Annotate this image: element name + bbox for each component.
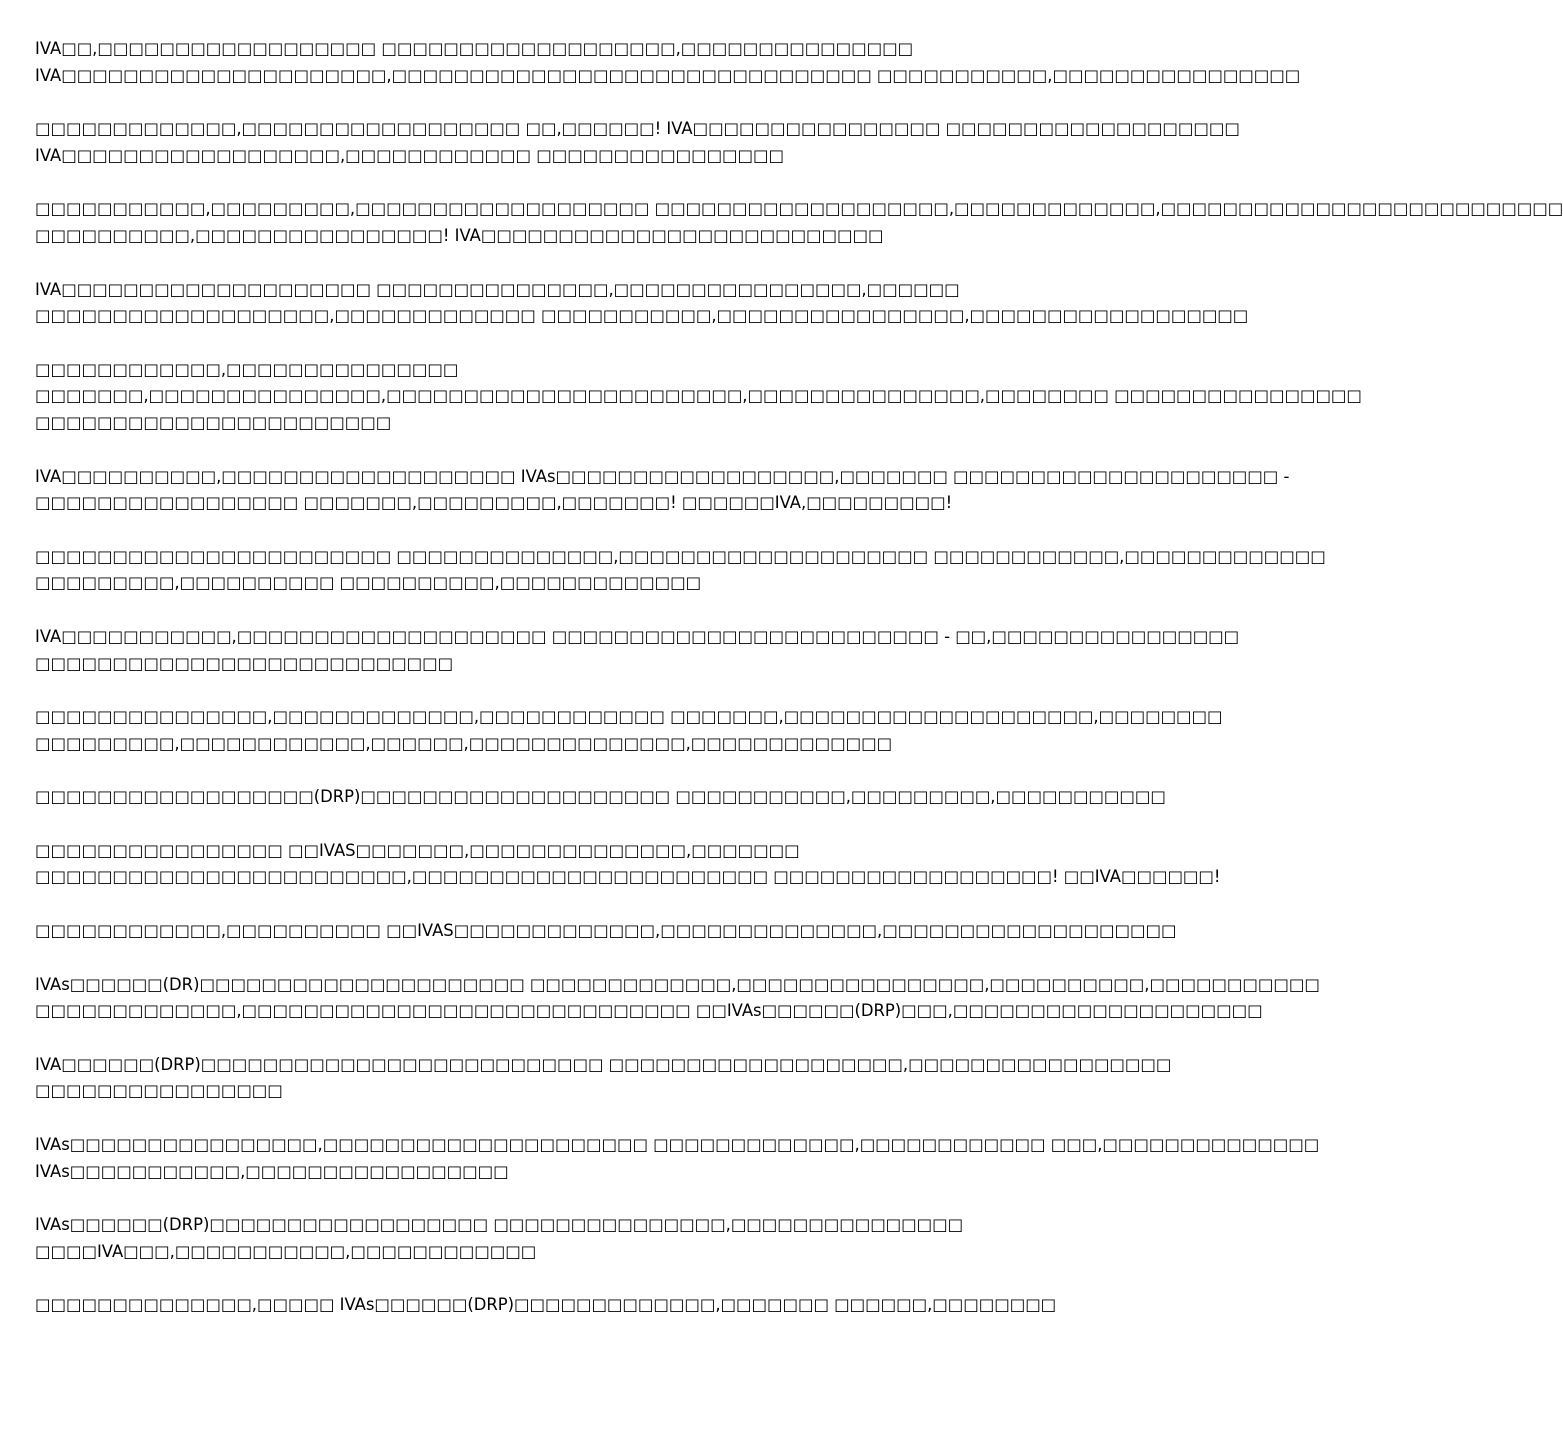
text-line: □□□□□□□□□□□,□□□□□□□□□,□□□□□□□□□□□□□□□□□□□ □□□□□□□□□□□□□□□□□□□,□□□□□□□□□□□□□,□□□□□□□□□□□□□□□□□□□□□□□□□□ [35, 199, 1563, 219]
paragraph [35, 838, 1221, 891]
text-line: □□□□□□□□□□□□□□□□□□□□□□□□,□□□□□□□□□□□□□□□□□□□□□□□ □□□□□□□□□□□□□□□□□□! □□IVA□□□□□□! [35, 867, 1221, 887]
text-line: □□□□□□□□□□□□□□□□ [35, 1081, 283, 1101]
text-line: □□□□□□□□□□□□□□□□ □□IVAS□□□□□□□,□□□□□□□□□□□□□□,□□□□□□□ [35, 840, 800, 860]
text-line: □□□□□□□□□□□□□□□□□□(DRP)□□□□□□□□□□□□□□□□□□□□ □□□□□□□□□□□,□□□□□□□□□,□□□□□□□□□□□ [35, 787, 1166, 807]
text-line: □□□□□□□□□,□□□□□□□□□□□□,□□□□□□,□□□□□□□□□□□□□□,□□□□□□□□□□□□□ [35, 733, 893, 753]
text-line: □□□□□□□□□□□□□□□□□□□□□□□□□□□ [35, 653, 454, 673]
text-line: IVAs□□□□□□(DR)□□□□□□□□□□□□□□□□□□□□□ □□□□□□□□□□□□□,□□□□□□□□□□□□□□□□,□□□□□□□□□□,□□□□□□□□□□□ [35, 974, 1320, 994]
text-line: IVA□□□□□□□□□□□□□□□□□□,□□□□□□□□□□□□ □□□□□□□□□□□□□□□□ [35, 145, 784, 165]
text-line: IVA□□□□□□(DRP)□□□□□□□□□□□□□□□□□□□□□□□□□□ □□□□□□□□□□□□□□□□□□□,□□□□□□□□□□□□□□□□□ [35, 1054, 1172, 1074]
paragraph [35, 116, 1240, 169]
text-line: IVAs□□□□□□□□□□□,□□□□□□□□□□□□□□□□□ [35, 1161, 509, 1181]
text-line: IVAs□□□□□□(DRP)□□□□□□□□□□□□□□□□□□ □□□□□□□□□□□□□□□,□□□□□□□□□□□□□□□ [35, 1215, 964, 1235]
paragraph [35, 784, 1166, 811]
paragraph [35, 277, 1249, 330]
text-line: □□□□□□□□□□,□□□□□□□□□□□□□□□□! IVA□□□□□□□□□□□□□□□□□□□□□□□□□□ [35, 225, 884, 245]
text-line: IVA□□,□□□□□□□□□□□□□□□□□□ □□□□□□□□□□□□□□□□□□□,□□□□□□□□□□□□□□□ [35, 39, 914, 58]
paragraph [35, 1292, 1057, 1319]
text-line: □□□□□□□□□□□□□,□□□□□□□□□□□□□□□□□□□□□□□□□□□□□ □□IVAs□□□□□□(DRP)□□□,□□□□□□□□□□□□□□□□□□□□ [35, 1001, 1263, 1021]
text-line: □□□□□□□□□□□□□□□□□□□□□□□ [35, 412, 392, 432]
text-line: □□□□□□□□□□□□□□,□□□□□ IVAs□□□□□□(DRP)□□□□□□□□□□□□□,□□□□□□□ □□□□□□,□□□□□□□□ [35, 1295, 1057, 1315]
text-line: IVA□□□□□□□□□□□□□□□□□□□□ □□□□□□□□□□□□□□□,□□□□□□□□□□□□□□□□,□□□□□□ [35, 279, 960, 299]
text-line: □□□□□□□□□,□□□□□□□□□□ □□□□□□□□□□,□□□□□□□□□□□□□ [35, 573, 702, 593]
paragraph [35, 1052, 1172, 1105]
text-line: □□□□□□□□□□□□,□□□□□□□□□□ □□IVAS□□□□□□□□□□□□□,□□□□□□□□□□□□□□,□□□□□□□□□□□□□□□□□□□ [35, 921, 1177, 941]
paragraph [35, 464, 1290, 517]
text-line: IVA□□□□□□□□□□□,□□□□□□□□□□□□□□□□□□□□ □□□□□□□□□□□□□□□□□□□□□□□□□ - □□,□□□□□□□□□□□□□□□□ [35, 626, 1240, 646]
paragraph [35, 544, 1326, 597]
paragraph [35, 196, 1563, 249]
text-line: □□□□□□□□□□□□,□□□□□□□□□□□□□□□ [35, 359, 459, 379]
paragraph [35, 1132, 1320, 1185]
paragraph [35, 918, 1177, 945]
paragraph [35, 1212, 995, 1265]
text-line: IVAs□□□□□□□□□□□□□□□□,□□□□□□□□□□□□□□□□□□□□□ □□□□□□□□□□□□□,□□□□□□□□□□□□ □□□,□□□□□□□□□□□□□□ [35, 1135, 1320, 1155]
text-line: □□□□IVA□□□,□□□□□□□□□□□,□□□□□□□□□□□□ [35, 1241, 537, 1261]
document-body [35, 36, 1563, 1346]
text-line: IVA□□□□□□□□□□□□□□□□□□□□□,□□□□□□□□□□□□□□□□□□□□□□□□□□□□□□□ □□□□□□□□□□□,□□□□□□□□□□□□□□□□ [35, 65, 1301, 85]
text-line: □□□□□□□□□□□□□□□□□□□□□□□ □□□□□□□□□□□□□□,□□□□□□□□□□□□□□□□□□□□ □□□□□□□□□□□□,□□□□□□□□□□□□□ [35, 546, 1326, 566]
text-line: □□□□□□□□□□□□□□□□□ □□□□□□□,□□□□□□□□□,□□□□□□□! □□□□□□IVA,□□□□□□□□□! [35, 493, 953, 513]
paragraph [35, 972, 1320, 1025]
paragraph [35, 36, 1301, 89]
text-line: □□□□□□□□□□□□□□□□□□□,□□□□□□□□□□□□□ □□□□□□□□□□□,□□□□□□□□□□□□□□□□,□□□□□□□□□□□□□□□□□□ [35, 306, 1249, 326]
paragraph [35, 704, 1223, 757]
text-line: IVA□□□□□□□□□□,□□□□□□□□□□□□□□□□□□□ IVAs□□□□□□□□□□□□□□□□□□,□□□□□□□ □□□□□□□□□□□□□□□□□□□□□ - [35, 466, 1290, 486]
text-line: □□□□□□□□□□□□□,□□□□□□□□□□□□□□□□□□ □□,□□□□□□! IVA□□□□□□□□□□□□□□□□ □□□□□□□□□□□□□□□□□□□ [35, 119, 1240, 139]
paragraph [35, 624, 1240, 677]
paragraph [35, 357, 1362, 437]
text-line: □□□□□□□,□□□□□□□□□□□□□□□,□□□□□□□□□□□□□□□□□□□□□□□,□□□□□□□□□□□□□□□,□□□□□□□□ □□□□□□□□□□□□□□□□ [35, 386, 1362, 406]
text-line: □□□□□□□□□□□□□□□,□□□□□□□□□□□□□,□□□□□□□□□□□□ □□□□□□□,□□□□□□□□□□□□□□□□□□□□,□□□□□□□□ [35, 707, 1223, 727]
